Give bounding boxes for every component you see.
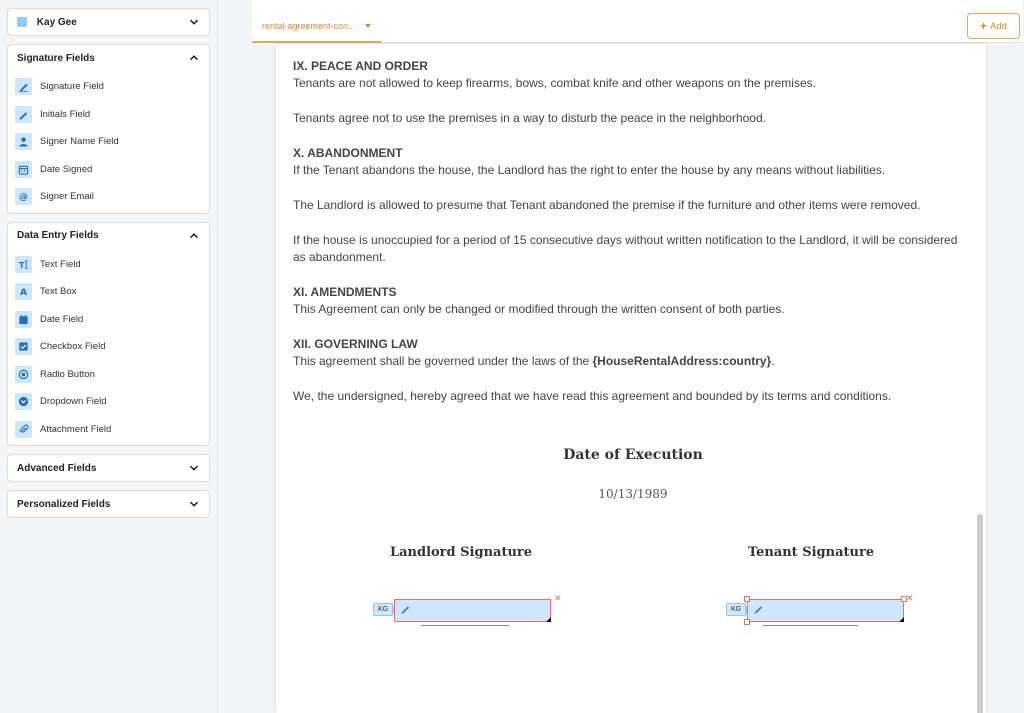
tenant-signature-field[interactable] [747, 599, 904, 622]
merge-token[interactable]: {HouseRentalAddress:country} [592, 354, 772, 368]
field-attachment[interactable] [8, 416, 209, 444]
field-label: Date Field [40, 313, 84, 325]
signature-pen-icon [400, 603, 411, 614]
field-label: Initials Field [40, 108, 91, 120]
chevron-down-icon[interactable] [188, 498, 200, 510]
field-label: Signer Name Field [40, 136, 119, 148]
panel-title: Data Entry Fields [17, 230, 99, 241]
field-label: Text Box [40, 286, 77, 298]
field-date-signed[interactable] [8, 156, 209, 184]
signature-line [421, 625, 509, 626]
panel-title: Personalized Fields [17, 498, 111, 510]
document-editor [219, 0, 1024, 713]
personalized-fields-panel [7, 490, 210, 518]
paragraph: If the Tenant abandons the house, the Landlord has the right to enter the house by any means without liabilities. [293, 163, 886, 177]
section-heading: XII. GOVERNING LAW [293, 337, 418, 351]
signer-initials-tag: KG [373, 603, 393, 616]
paragraph: The Landlord is allowed to presume that Tenant abandoned the premise if the furniture and other items were removed. [293, 198, 921, 212]
caret-down-icon[interactable] [365, 24, 371, 28]
chevron-down-icon[interactable] [188, 16, 200, 28]
signer-initials-tag: KG [726, 603, 746, 616]
tenant-signature-title: Tenant Signature [747, 545, 875, 560]
resize-handle[interactable] [546, 617, 551, 622]
pencil-icon [15, 106, 32, 123]
advanced-fields-header[interactable] [8, 455, 209, 481]
signature-line [763, 625, 858, 626]
close-icon[interactable]: ✕ [906, 593, 914, 603]
chevron-down-icon[interactable] [188, 462, 200, 474]
add-button[interactable] [967, 13, 1020, 39]
panel-title: Advanced Fields [17, 462, 97, 474]
closing-paragraph: We, the undersigned, hereby agreed that we have read this agreement and bounded by its terms and conditions. [293, 389, 892, 403]
field-text-box[interactable] [8, 278, 209, 306]
advanced-fields-panel [7, 454, 210, 482]
document-tab-label: rental-agreement-con... [262, 20, 356, 31]
signer-info [17, 17, 77, 28]
calendar-icon [15, 161, 32, 178]
field-dropdown[interactable] [8, 388, 209, 416]
resize-handle[interactable] [899, 617, 904, 622]
field-signer-name[interactable] [8, 128, 209, 156]
signer-name: Kay Gee [36, 16, 77, 28]
checkbox-icon [15, 338, 32, 355]
close-icon[interactable]: ✕ [554, 593, 562, 603]
chevron-up-icon[interactable] [188, 52, 200, 64]
person-icon [15, 133, 32, 150]
scrollbar-thumb[interactable] [977, 514, 983, 713]
at-icon [15, 188, 32, 205]
data-entry-fields-panel [7, 222, 210, 447]
svg-text:A: A [19, 287, 28, 298]
paragraph [293, 353, 973, 370]
execution-date-value: 10/13/1989 [598, 487, 668, 501]
text-box-icon [15, 283, 32, 300]
text-field-icon [15, 256, 32, 273]
add-button-label: Add [990, 20, 1007, 32]
selection-handle[interactable] [744, 596, 750, 602]
document-tabbar [252, 0, 1022, 43]
field-signer-email[interactable] [8, 183, 209, 211]
field-label: Attachment Field [40, 423, 112, 435]
field-label: Signature Field [40, 81, 104, 93]
signature-fields-panel [7, 44, 210, 214]
section-heading: X. ABANDONMENT [293, 146, 403, 160]
signer-selector-head[interactable] [8, 9, 209, 35]
data-entry-fields-header[interactable] [8, 223, 209, 249]
landlord-signature-title: Landlord Signature [389, 545, 533, 560]
field-label: Dropdown Field [40, 396, 107, 408]
paragraph: This Agreement can only be changed or modified through the written consent of both parties. [293, 302, 785, 316]
text-run: . [771, 354, 775, 368]
field-radio-button[interactable] [8, 361, 209, 389]
date-field-icon [15, 311, 32, 328]
signer-selector[interactable] [7, 8, 210, 36]
field-sidebar [0, 0, 218, 713]
document-body [293, 58, 973, 613]
field-text-field[interactable] [8, 251, 209, 279]
field-checkbox[interactable] [8, 333, 209, 361]
radio-icon [15, 366, 32, 383]
field-signature[interactable] [8, 73, 209, 101]
signature-pen-icon [753, 603, 764, 614]
section-heading: XI. AMENDMENTS [293, 285, 397, 299]
document-tab[interactable] [252, 10, 381, 43]
paragraph: Tenants agree not to use the premises in a way to disturb the peace in the neighborhood. [293, 111, 766, 125]
panel-title: Signature Fields [17, 52, 95, 64]
field-label: Date Signed [40, 163, 93, 175]
personalized-fields-header[interactable] [8, 491, 209, 517]
landlord-signature-field[interactable] [394, 599, 551, 622]
document-page [276, 44, 986, 713]
paragraph: If the house is unoccupied for a period of 15 consecutive days without written notification to the Landlord, it will be considered as abandonment. [293, 233, 958, 264]
plus-icon: + [980, 19, 988, 33]
chevron-up-icon[interactable] [188, 230, 200, 242]
signature-fields-header[interactable] [8, 45, 209, 71]
paperclip-icon [15, 421, 32, 438]
signer-color-swatch [17, 17, 27, 27]
text-run: This agreement shall be governed under the laws of the [293, 354, 593, 368]
svg-text:T: T [18, 259, 25, 270]
field-label: Radio Button [40, 368, 95, 380]
execution-date-title: Date of Execution [563, 447, 703, 463]
signature-icon [15, 78, 32, 95]
field-date-field[interactable] [8, 306, 209, 334]
section-heading: IX. PEACE AND ORDER [293, 59, 428, 73]
dropdown-icon [15, 393, 32, 410]
field-label: Text Field [40, 258, 81, 270]
paragraph: Tenants are not allowed to keep firearms, bows, combat knife and other weapons on the premises. [293, 76, 816, 90]
field-initials[interactable] [8, 101, 209, 129]
selection-handle[interactable] [744, 619, 750, 625]
svg-text:@: @ [18, 191, 29, 203]
field-label: Signer Email [40, 191, 94, 203]
field-label: Checkbox Field [40, 341, 106, 353]
